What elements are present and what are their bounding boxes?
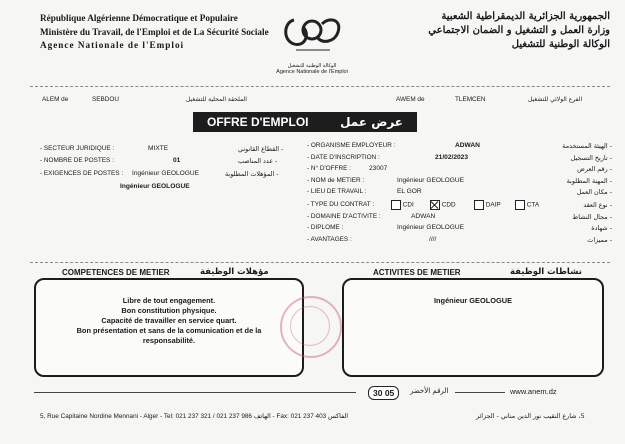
offer-title-ar: عرض عمل [340,115,403,129]
secteur-value: MIXTE [148,145,169,152]
section-divider [30,262,610,263]
activites-title-ar: نشاطات الوظيفة [510,267,582,277]
field-date-inscription: - DATE D'INSCRIPTION : 21/02/2023 - تاريخ التسجيل [307,153,612,162]
free-number-ar: الرقم الأخضر [410,387,449,395]
exigences-label: - EXIGENCES DE POSTES : [40,170,124,177]
logo-fr-text: Agence Nationale de l'Emploi [276,69,348,75]
contract-daip[interactable]: DAIP [474,200,501,210]
field-diplome: - DIPLOME : Ingénieur GEOLOGUE - شهادة [307,224,612,232]
address-ar: 5، شارع النقيب نور الدين مناني - الجزائر [476,412,585,420]
exigences-ar: المؤهلات المطلوبة - [225,170,279,178]
logo-ar-text: الوكالة الوطنية للتشغيل [287,63,337,69]
awem-value: TLEMCEN [455,96,486,103]
address-fr: 5, Rue Capitaine Nordine Mennani - Alger - Tel: 021 237 321 / 021 237 986 الهاتف - Fax: 021 237 403 الفاكس [40,413,349,420]
anem-logo [272,10,352,76]
field-lieu-travail: - LIEU DE TRAVAIL : EL GOR - مكان العمل [307,188,612,196]
header-ar-line2: وزارة العمل و التشغيل و الضمان الاجتماعي [428,25,610,36]
activites-box [342,278,604,377]
postes-label: - NOMBRE DE POSTES : [40,157,114,164]
footer-line-mid [455,392,505,393]
daip-checkbox[interactable] [474,200,484,210]
contract-cdi[interactable]: CDI [391,200,414,210]
cta-checkbox[interactable] [515,200,525,210]
postes-ar: عدد المناصب - [238,157,278,165]
exigences-value: Ingénieur GEOLOGUE [132,170,200,177]
right-fields [307,142,612,247]
competences-title-ar: مؤهلات الوظيفة [200,267,269,277]
secteur-label: - SECTEUR JURIDIQUE : [40,145,115,152]
competence-line: Capacité de travailler en service quart. [101,316,237,325]
alem-ar: الملحقة المحلية للتشغيل [186,96,247,103]
field-numero-offre: - N° D'OFFRE : 23007 - رقم العرض [307,165,612,173]
field-metier: - NOM de METIER : Ingénieur GEOLOGUE - المهنة المطلوبة [307,176,612,185]
competences-box [34,278,304,377]
awem-ar: الفرع الولائي للتشغيل [528,96,583,103]
field-domaine: - DOMAINE D'ACTIVITE : ADWAN - مجال النشاط [307,212,612,221]
offer-title-fr: OFFRE D'EMPLOI [207,115,309,129]
competence-line: Bon présentation et sans de la comunication et de la [76,326,262,335]
competences-list [36,280,302,346]
offer-title-banner [193,112,417,132]
awem-label: AWEM de [396,96,425,103]
alem-value: SEBDOU [92,96,119,103]
competences-title-fr: COMPETENCES DE METIER [62,268,170,277]
header-fr-line3: Agence Nationale de l'Emploi [40,40,185,50]
free-number-badge: 30 05 [368,386,399,400]
competence-line: Bon constitution physique. [121,306,217,315]
secteur-ar: القطاع القانوني - [238,145,284,153]
field-type-contrat: - TYPE DU CONTRAT : CDI CDD DAIP CTA - نوع العقد [307,200,612,209]
activites-title-fr: ACTIVITES DE METIER [373,268,461,277]
alem-label: ALEM de [42,96,69,103]
contract-cdd[interactable]: CDD [430,200,456,210]
footer-line-left [34,392,356,393]
contract-cta[interactable]: CTA [515,200,539,210]
header-fr-line2: Ministère du Travail, de l'Emploi et de La Sécurité Sociale [40,26,269,37]
postes-value: 01 [173,157,181,164]
competence-line: Libre de tout engagement. [122,296,216,305]
field-avantages: - AVANTAGES : //// - مميزات [307,235,612,244]
activite-line: Ingénieur GEOLOGUE [433,296,513,305]
exigences-line2: Ingénieur GEOLOGUE [120,183,190,190]
cdi-checkbox[interactable] [391,200,401,210]
website-link[interactable]: www.anem.dz [510,387,557,396]
activites-list [344,280,602,305]
anem-logo-icon [272,10,352,58]
official-stamp [280,296,342,358]
header-fr [40,12,280,53]
competence-line: responsabilité. [142,336,196,345]
cdd-checkbox[interactable] [430,200,440,210]
field-organisme: - ORGANISME EMPLOYEUR : ADWAN - الهيئة المستخدمة [307,142,612,150]
header-fr-line1: République Algérienne Démocratique et Populaire [40,13,238,23]
header-ar-line1: الجمهورية الجزائرية الديمقراطية الشعبية [441,11,610,22]
header-ar [360,10,610,52]
header-divider [30,86,610,87]
header-ar-line3: الوكالة الوطنية للتشغيل [511,39,610,50]
